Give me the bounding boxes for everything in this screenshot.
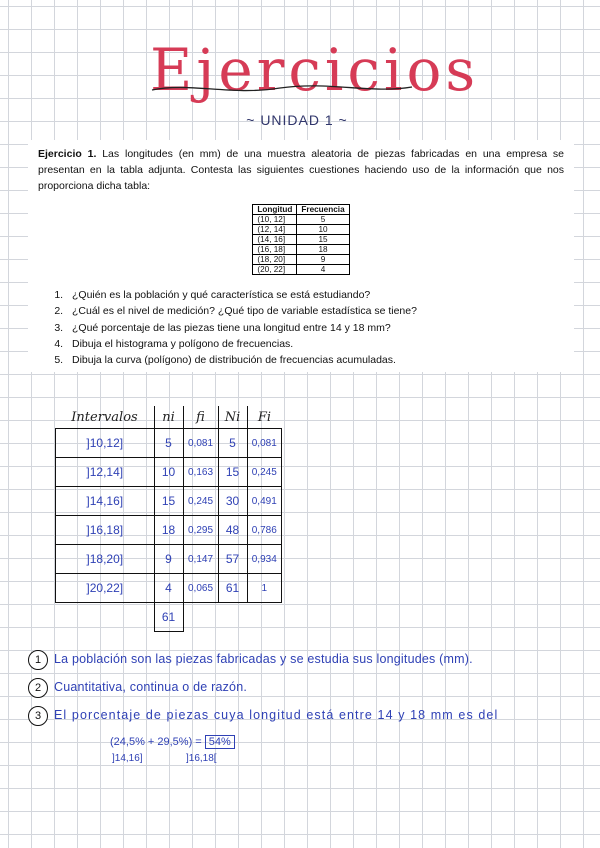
fi-cell: 0,065 bbox=[183, 574, 218, 603]
Fi-cell: 0,491 bbox=[247, 487, 282, 516]
Ni-cell: 61 bbox=[218, 574, 247, 603]
question-item: 3. ¿Qué porcentaje de las piezas tiene una longitud entre 14 y 18 mm? bbox=[66, 320, 564, 336]
Fi-cell: 0,786 bbox=[247, 516, 282, 545]
data-table-header: Frecuencia bbox=[297, 205, 349, 215]
ni-cell: 18 bbox=[154, 516, 183, 545]
Ni-cell: 15 bbox=[218, 458, 247, 487]
calculation-result: 54% bbox=[205, 735, 235, 749]
fi-cell: 0,245 bbox=[183, 487, 218, 516]
total-row bbox=[56, 603, 282, 632]
table-cell: 5 bbox=[297, 215, 349, 225]
unit-heading: ~ UNIDAD 1 ~ bbox=[246, 112, 348, 128]
exercise-statement bbox=[38, 146, 564, 194]
Ni-cell: 5 bbox=[218, 429, 247, 458]
Ni-cell: 30 bbox=[218, 487, 247, 516]
answer-3-text: El porcentaje de piezas cuya longitud está entre 14 y 18 mm es del bbox=[54, 708, 499, 722]
calculation-expression: (24,5% + 29,5%) = bbox=[110, 736, 202, 748]
Fi-cell: 0,081 bbox=[247, 429, 282, 458]
Fi-cell: 1 bbox=[247, 574, 282, 603]
ni-cell: 10 bbox=[154, 458, 183, 487]
answer-2-text: Cuantitativa, continua o de razón. bbox=[54, 680, 248, 694]
question-item: 1. ¿Quién es la población y qué característica se está estudiando? bbox=[66, 287, 564, 303]
fi-cell: 0,163 bbox=[183, 458, 218, 487]
table-row bbox=[253, 255, 349, 265]
interval-cell: ]16,18] bbox=[56, 516, 155, 545]
table-cell: 10 bbox=[297, 225, 349, 235]
interval-cell: ]18,20] bbox=[56, 545, 155, 574]
data-table-header: Longitud bbox=[253, 205, 297, 215]
calc-sub-right: ]16,18[ bbox=[186, 753, 217, 764]
total-ni-cell: 61 bbox=[154, 603, 183, 632]
table-row bbox=[56, 545, 282, 574]
answer-number-1: 1 bbox=[28, 650, 48, 670]
freq-header-Fi: Fi bbox=[247, 406, 282, 429]
table-row bbox=[253, 225, 349, 235]
table-row bbox=[253, 245, 349, 255]
exercise-statement-box bbox=[28, 140, 574, 372]
fi-cell: 0,081 bbox=[183, 429, 218, 458]
interval-cell: ]10,12] bbox=[56, 429, 155, 458]
table-row bbox=[56, 574, 282, 603]
freq-header-intervalos: Intervalos bbox=[71, 409, 138, 425]
Fi-cell: 0,934 bbox=[247, 545, 282, 574]
answer-1-text: La población son las piezas fabricadas y se estudia sus longitudes (mm). bbox=[54, 652, 473, 666]
question-item: 2. ¿Cuál es el nivel de medición? ¿Qué tipo de variable estadística se tiene? bbox=[66, 303, 564, 319]
table-row bbox=[253, 235, 349, 245]
data-table bbox=[252, 204, 349, 275]
question-item: 5. Dibuja la curva (polígono) de distribución de frecuencias acumuladas. bbox=[66, 352, 564, 368]
frequency-table bbox=[55, 406, 282, 632]
Fi-cell: 0,245 bbox=[247, 458, 282, 487]
table-cell: (18, 20] bbox=[253, 255, 297, 265]
table-cell: 9 bbox=[297, 255, 349, 265]
table-cell: (20, 22] bbox=[253, 265, 297, 275]
table-row bbox=[253, 265, 349, 275]
interval-cell: ]14,16] bbox=[56, 487, 155, 516]
fi-cell: 0,295 bbox=[183, 516, 218, 545]
fi-cell: 0,147 bbox=[183, 545, 218, 574]
exercise-text: Las longitudes (en mm) de una muestra aleatoria de piezas fabricadas en una empresa se presentan en la tabla adjunta. Contesta las siguientes cuestiones haciendo uso de la información que nos proporciona dicha tabla: bbox=[38, 148, 564, 192]
freq-header-Ni: Ni bbox=[218, 406, 247, 429]
table-cell: 18 bbox=[297, 245, 349, 255]
freq-header-fi: fi bbox=[183, 406, 218, 429]
exercise-label: Ejercicio 1. bbox=[38, 148, 97, 160]
answer-number-3: 3 bbox=[28, 706, 48, 726]
table-cell: 15 bbox=[297, 235, 349, 245]
table-cell: (10, 12] bbox=[253, 215, 297, 225]
answer-number-2: 2 bbox=[28, 678, 48, 698]
interval-cell: ]12,14] bbox=[56, 458, 155, 487]
calc-sub-left: ]14,16] bbox=[112, 753, 143, 764]
table-row bbox=[56, 458, 282, 487]
table-row bbox=[56, 516, 282, 545]
percentage-calculation bbox=[110, 736, 235, 748]
ni-cell: 9 bbox=[154, 545, 183, 574]
question-item: 4. Dibuja el histograma y polígono de frecuencias. bbox=[66, 336, 564, 352]
question-list bbox=[38, 287, 564, 368]
table-cell: (12, 14] bbox=[253, 225, 297, 235]
freq-header-ni: ni bbox=[154, 406, 183, 429]
page-title: Ejercicios bbox=[150, 36, 480, 104]
ni-cell: 5 bbox=[154, 429, 183, 458]
table-cell: (16, 18] bbox=[253, 245, 297, 255]
table-row bbox=[56, 487, 282, 516]
Ni-cell: 48 bbox=[218, 516, 247, 545]
table-cell: 4 bbox=[297, 265, 349, 275]
ni-cell: 15 bbox=[154, 487, 183, 516]
table-cell: (14, 16] bbox=[253, 235, 297, 245]
Ni-cell: 57 bbox=[218, 545, 247, 574]
table-row bbox=[253, 215, 349, 225]
ni-cell: 4 bbox=[154, 574, 183, 603]
interval-cell: ]20,22] bbox=[56, 574, 155, 603]
table-row bbox=[56, 429, 282, 458]
